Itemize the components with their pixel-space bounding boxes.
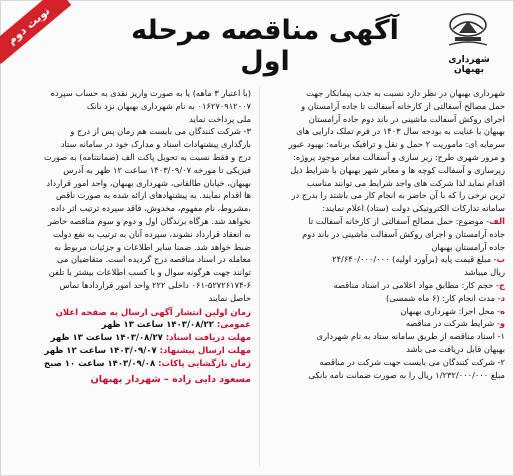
body-line: درج و فقط نسبت به تحویل پاکت الف (ضمانتنامه) به صورت [44,151,251,162]
body-line: بهبهان، خیابان طالقانی، شهرداری بهبهان، واحد امور قرارداد [46,177,251,188]
item-jim [255,279,505,292]
item-label: د [500,292,505,303]
condition-line: مبلغ ۱/۲۳۲/۰۰۰/۰۰۰ ریال را به صورت ضمانت نامه بانکی [308,369,505,380]
schedule-label: عمومی: [216,320,251,331]
body-line: ها اقدام نمایند. به پیشنهادهای ارائه شده به صورت ناقص [56,190,251,201]
item-text: - حجم کار: مطابق مواد اعلامی در اسناد مناقصه [333,279,500,290]
body-line: حاصل نمایند [208,292,251,303]
item-text: - شرایط شرکت در مناقصه [405,318,500,329]
organization-name: شهرداری بهبهان [448,55,490,75]
notice-title: آگهی مناقصه مرحله اول [131,15,399,77]
intro-line: زیرسازی و آسفالت کوچه ها و معابر شهر بهبهان با شرایط ذیل [290,164,505,175]
item-dal [255,292,505,305]
schedule-value: ۱۴۰۳/۰۸/۲۲ ساعت ۱۳ ظهر [101,320,214,331]
item-he [255,305,505,318]
item-label: الف [489,215,505,226]
mayor-signature: مسعود دایی زاده – شهردار بهبهان [90,373,251,385]
item-alef [255,215,505,228]
item-text: - محل اجرا: شهرداری بهبهان [400,305,501,316]
round-badge: نوبت دوم [0,0,71,64]
schedule-value: ۱۴۰۳/۰۸/۲۷ ساعت ۱۳ ظهر [50,333,163,344]
intro-line: حمل مصالح آسفالتی از کارخانه آسفالت تا جاده آرامستان و [301,100,505,111]
schedule-value: ۱۴۰۳/۰۹/۰۸ ساعت ۱۰ صبح [44,358,156,369]
item-be [255,253,505,266]
item-label: و [499,318,505,329]
intro-line: اجرای روکش آسفالت ماشینی در باند دوم جاده آرامستان [308,113,505,124]
item-text: - مبلغ قیمت پایه (برآورد اولیه) ۲۴/۶۴۰/۰۰۰/۰۰۰ [332,254,497,265]
body-line: توانند جهت هرگونه سوال و یا کسب اطلاعات بیشتر با تلفن [48,267,251,278]
condition-line: بهبهان قابل دریافت می باشد [406,343,505,354]
intro-line: بهبهان با عنایت به بودجه سال ۱۴۰۳ در فرم تملک دارایی های [296,126,505,137]
item-be-unit: ریال میباشد [464,267,505,278]
condition-line: ۱- اسناد مناقصه از طریق سامانه ستاد به نام شهرداری [316,331,505,342]
schedule-label: مهلت دریافت اسناد: [165,333,251,344]
intro-line: ترین نرخی را که با آن حاضر به انجام کار می باشند را بدرج در [291,190,505,201]
body-line: نخواهد شد. هرگاه برندگان اول و دوم و سوم مناقصه حاضر [47,215,251,226]
item-alef-line: جاده آرامستان بهبهان [431,241,505,252]
intro-line: شهرداری بهبهان در نظر دارد نسبت به جذب پیمانکار جهت [306,88,505,98]
schedule-row [9,307,251,320]
body-line: (با اعتبار ۳ ماهه) یا به صورت واریز نقدی به حساب سپرده [50,88,251,98]
intro-line: اقدام نماید لذا شرکت های واجد شرایط می توانند مناسب [306,177,505,188]
schedule-label: زمان اولین انتشار آگهی ارسال به صفحه اعلان [55,307,251,318]
body-line: ،مشروط، نام مفهوم، مخدوش، فاقد سپرده ترتیب اثر داده [50,203,251,214]
municipality-logo-icon [441,11,495,51]
body-line: فیزیکی تا مورخه ۱۴۰۳/۰۹/۰۷ ساعت ۱۲ ظهر به آدرس [63,164,251,175]
schedule-block [9,307,251,371]
item-text: - مدت انجام کار: (۶ ماه شمسی) [386,292,501,303]
body-line: معامله در اسناد مناقصه درج گردیده است. متقاضیان می [56,254,251,265]
item-label: ه [500,305,505,316]
item-label: ج [499,279,505,290]
schedule-row [9,358,251,371]
body-line: ملی پرداخت نماید [189,113,251,124]
item-vav [255,317,505,330]
body-line: ۰۶۱-۵۲۷۲۶۱۷۴-۶ داخلی ۲۲۲ واحد امور قراردادها تماس [59,279,251,290]
body-line: ۳- شرکت کنندگان می بایست هم زمان پس از درج و [70,126,251,137]
schedule-label: زمان بازگشایی پاکات: [158,358,251,369]
condition-line: ۲- شرکت کنندگان می بایست جهت شرکت در مناقصه [319,356,505,367]
intro-line: سرمایه ای: ماموریت ۲ حمل و نقل و ترافیک برنامه: بهبود عبور [288,139,505,150]
schedule-row [9,345,251,358]
body-line: بارگذاری پیشنهادات اسناد و مدارک خود در سامانه ستاد [60,139,251,150]
body-line: ۰۱۶۲۷۰۹۱۲۰۰۷ به نام شهرداری بهبهان نزد بانک [86,100,251,111]
schedule-row [9,319,251,332]
schedule-value: ۱۴۰۳/۰۹/۰۷ ساعت ۱۲ ظهر [44,345,157,356]
right-column [255,87,505,381]
item-label: ب [496,254,505,265]
schedule-label: مهلت ارسال پیشنهاد: [159,345,251,356]
schedule-row [9,332,251,345]
body-line: به انعقاد قرارداد نشوند، سپرده آنان به ترتیب به نفع دولت [52,228,251,239]
body-line: ضبط خواهد شد. ضمنا سایر اطلاعات و جزئیات مربوط به [54,241,251,252]
item-text: - موضوع: حمل مصالح آسفالتی از کارخانه آسفالت تا [308,215,490,226]
left-column [9,87,251,386]
item-alef-line: جاده آرامستان و اجرای روکش آسفالت ماشینی در باند دوم [302,228,505,239]
intro-line: و مرور شهری طرح: زیر سازی و آسفالت معابر موجود پروژه: [293,151,505,162]
intro-line: سامانه تدارکات الکترونیکی دولت (ستاد) اعلام نمایند: [322,203,505,214]
